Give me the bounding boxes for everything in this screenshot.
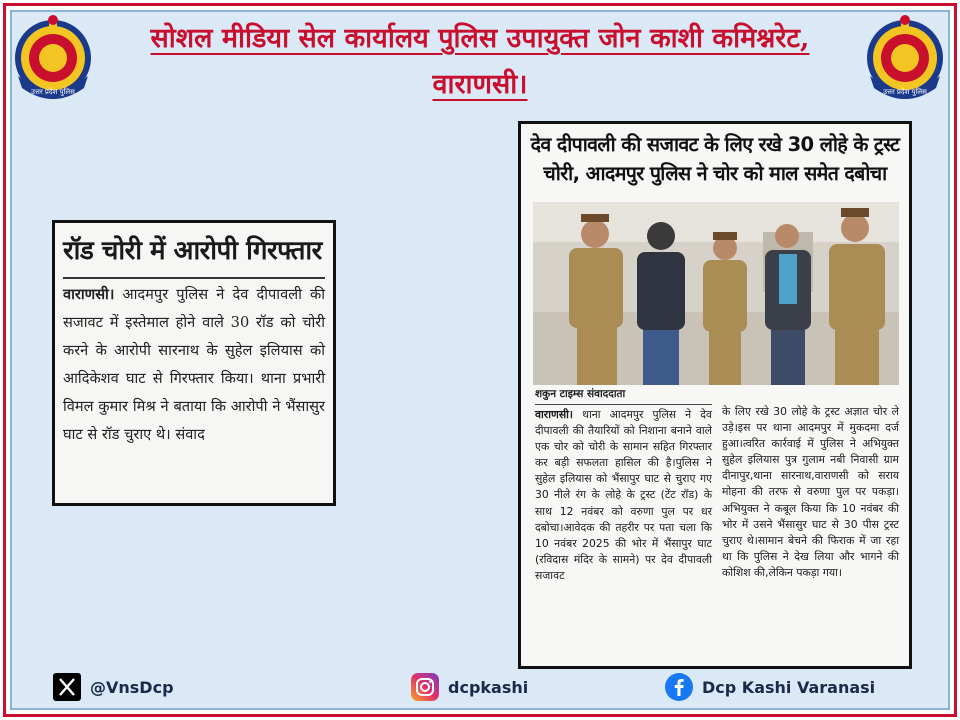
x-handle: @VnsDcp xyxy=(90,677,174,697)
facebook-social-link[interactable] xyxy=(664,672,875,702)
right-clipping-headline: देव दीपावली की सजावट के लिए रखे 30 लोहे के ट्रस्ट चोरी, आदमपुर पुलिस ने चोर को माल समेत दबोचा xyxy=(530,133,900,185)
left-clipping-headline: रॉड चोरी में आरोपी गिरफ्तार xyxy=(63,231,325,279)
photo-caption: शकुन टाइम्स संवाददाता xyxy=(535,388,626,400)
instagram-logo-icon xyxy=(410,672,440,702)
left-clipping-dateline: वाराणसी। xyxy=(63,286,115,303)
instagram-social-link[interactable] xyxy=(410,672,528,702)
left-clipping-credit: संवाद xyxy=(175,426,205,443)
article-column-2: के लिए रखे 30 लोहे के ट्रस्ट अज्ञात चोर ले उड़े।इस पर थाना आदमपुर में मुकदमा दर्ज हुआ।त्वरित कार्रवाई में पुलिस ने अभियुक्त सुहेल इलियास पुत्र गुलाम नबी निवासी ग्राम दीनापुर,थाना सारनाथ,वाराणसी को सराय मोहना की तरफ से वरुणा पुल पर पकड़ा।अभियुक्त ने कबूल किया कि 10 नवंबर की भोर में उसने भैंसासुर घाट से 30 पीस ट्रस्ट चुराए थे।सामान बेचने की फिराक में जा रहा था कि पुलिस ने देख लिया और भागने की कोशिश की,लेकिन पकड़ा गया। xyxy=(722,405,899,579)
facebook-handle: Dcp Kashi Varanasi xyxy=(702,677,876,697)
article-column-1 xyxy=(535,404,712,660)
svg-text:उत्तर प्रदेश पुलिस: उत्तर प्रदेश पुलिस xyxy=(31,88,75,96)
left-clipping-text: आदमपुर पुलिस ने देव दीपावली की सजावट में इस्तेमाल होने वाले 30 रॉड को चोरी करने के आरोपी सारनाथ के सुहेल इलियास को आदिकेशव घाट से गिरफ्तार किया। थाना प्रभारी विमल कुमार मिश्र ने बताया कि आरोपी ने भैंसासुर घाट से रॉड चुराए थे। xyxy=(63,286,326,443)
left-clipping-body xyxy=(63,281,325,449)
police-group-photo xyxy=(533,202,899,385)
title-line-1: सोशल मीडिया सेल कार्यालय पुलिस उपायुक्त जोन काशी कमिश्नरेट, xyxy=(150,23,810,54)
svg-text:उत्तर प्रदेश पुलिस: उत्तर प्रदेश पुलिस xyxy=(883,88,927,96)
up-police-emblem-left xyxy=(12,14,94,100)
instagram-handle: dcpkashi xyxy=(448,677,529,697)
x-social-link[interactable] xyxy=(52,672,174,702)
up-police-emblem-right xyxy=(864,14,946,100)
article-columns xyxy=(535,404,899,660)
facebook-logo-icon xyxy=(664,672,694,702)
title-line-2: वाराणसी। xyxy=(432,69,528,100)
left-news-clipping xyxy=(52,220,336,506)
article-column-1-text: थाना आदमपुर पुलिस ने देव दीपावली की तैयारियों को निशाना बनाने वाले एक चोर को चोरी के सामान सहित गिरफ्तार कर बड़ी सफलता हासिल की है।पुलिस ने सुहेल इलियास को भैंसापुर घाट से चुराए गए 30 नीले रंग के लोहे के ट्रस्ट (टेंट रॉड) के साथ 12 नवंबर को वरुणा पुल पर धर दबोचा।आवेदक की तहरीर पर पता चला कि 10 नवंबर 2025 की भोर में भैंसापुर घाट (रविदास मंदिर के सामने) पर देव दीपावली सजावट xyxy=(535,408,712,582)
right-clipping-dateline: वाराणसी। xyxy=(535,408,574,421)
page-title xyxy=(100,16,860,108)
x-logo-icon xyxy=(52,672,82,702)
right-news-clipping xyxy=(518,121,912,669)
